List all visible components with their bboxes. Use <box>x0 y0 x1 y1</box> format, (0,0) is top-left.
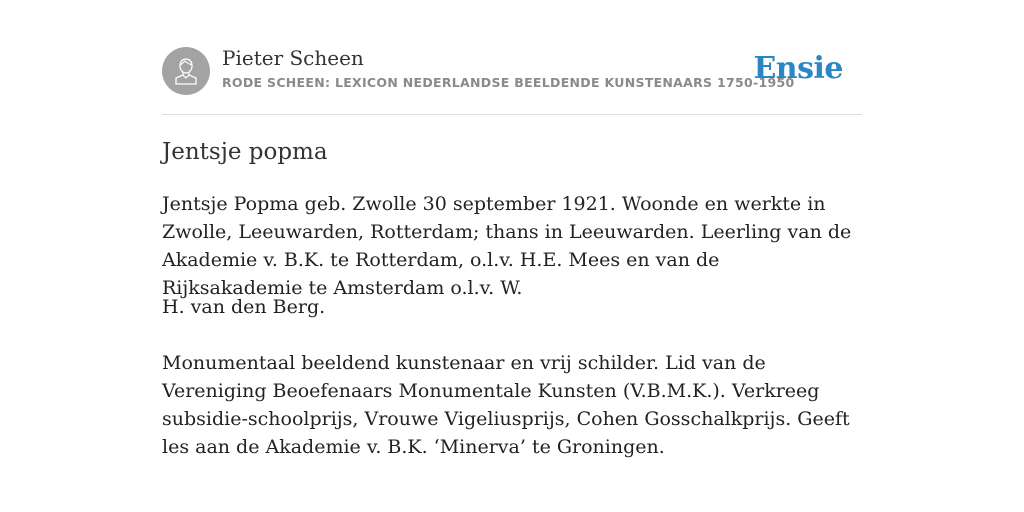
author-avatar[interactable] <box>162 47 210 95</box>
article-paragraph: Jentsje Popma geb. Zwolle 30 september 1921. Woonde en werkte in Zwolle, Leeuwarden, Rotterdam; thans in Leeuwarden. Leerling van de Akademie v. B.K. te Rotterdam, o.l.v. H.E. Mees en van de Rijksakademie te Amsterdam o.l.v. W. <box>162 193 852 299</box>
article-paragraph: H. van den Berg. <box>162 296 326 318</box>
article-paragraph: Monumentaal beeldend kunstenaar en vrij schilder. Lid van de Vereniging Beoefenaars Monumentale Kunsten (V.B.M.K.). Verkreeg subsidie-schoolprijs, Vrouwe Vigeliusprijs, Cohen Gosschalkprijs. Geeft les aan de Akademie v. B.K. ‘Minerva’ te Groningen. <box>162 352 850 458</box>
source-title[interactable]: RODE SCHEEN: LEXICON NEDERLANDSE BEELDENDE KUNSTENAARS 1750-1950 <box>222 75 795 90</box>
article-header <box>162 46 862 115</box>
user-icon <box>174 57 198 85</box>
author-name[interactable]: Pieter Scheen <box>222 46 364 70</box>
ensie-logo[interactable]: Ensie <box>753 51 843 86</box>
article-title: Jentsje popma <box>162 139 328 165</box>
